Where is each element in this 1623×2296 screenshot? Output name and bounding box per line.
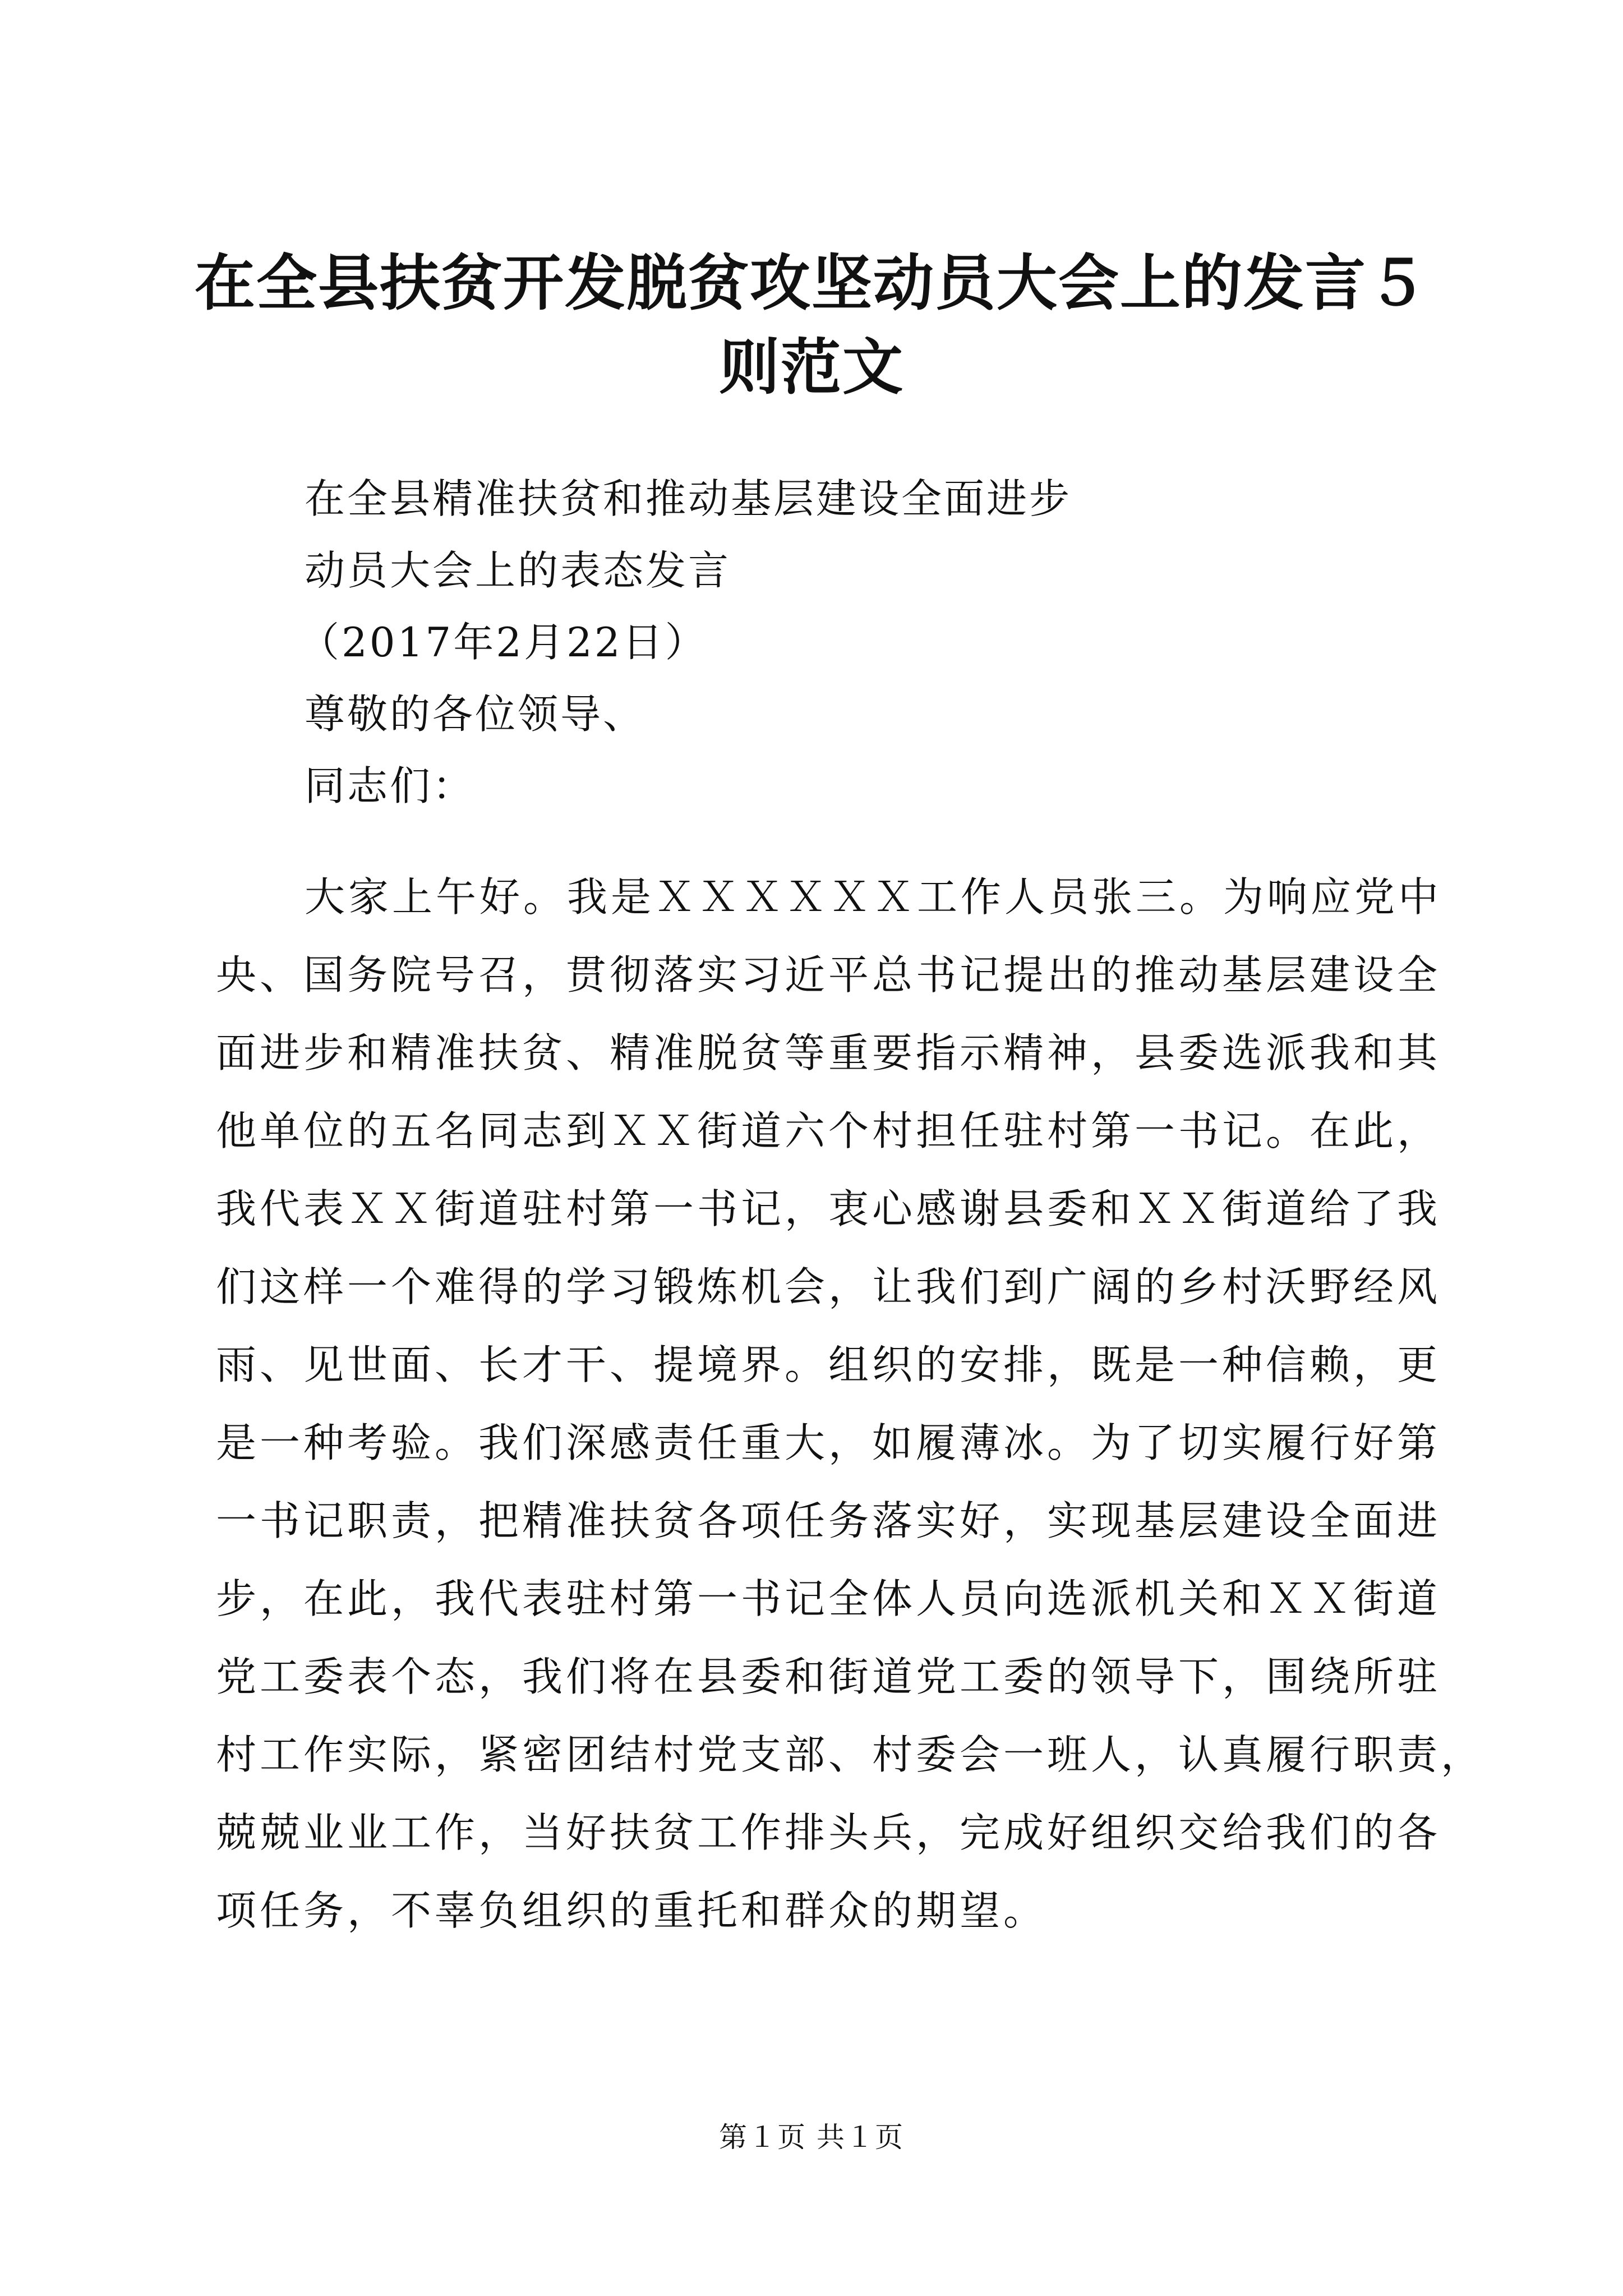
body-line: 雨、见世面、长才干、提境界。组织的安排，既是一种信赖，更 bbox=[216, 1341, 1441, 1388]
subtitle-line-1: 在全县精准扶贫和推动基层建设全面进步 bbox=[305, 475, 1072, 522]
salutation-line-1: 尊敬的各位领导、 bbox=[305, 691, 646, 738]
body-line: 大家上午好。我是ＸＸＸＸＸＸ工作人员张三。为响应党中 bbox=[305, 873, 1442, 921]
body-line: 央、国务院号召，贯彻落实习近平总书记提出的推动基层建设全 bbox=[216, 951, 1441, 999]
body-line: 兢兢业业工作，当好扶贫工作排头兵，完成好组织交给我们的各 bbox=[216, 1809, 1441, 1856]
subtitle-line-2: 动员大会上的表态发言 bbox=[305, 547, 731, 594]
page-footer: 第１页 共１页 bbox=[719, 2121, 904, 2154]
body-paragraph bbox=[216, 858, 1485, 1950]
body-line: 村工作实际，紧密团结村党支部、村委会一班人，认真履行职责， bbox=[216, 1731, 1485, 1778]
title-line-2: 则范文 bbox=[718, 332, 904, 403]
body-line: 是一种考验。我们深感责任重大，如履薄冰。为了切实履行好第 bbox=[216, 1419, 1441, 1466]
title-line-1: 在全县扶贫开发脱贫攻坚动员大会上的发言５ bbox=[194, 248, 1428, 319]
header-block bbox=[216, 463, 1469, 822]
document-title bbox=[185, 241, 1438, 409]
body-line: 步，在此，我代表驻村第一书记全体人员向选派机关和ＸＸ街道 bbox=[216, 1575, 1441, 1622]
body-line: 们这样一个难得的学习锻炼机会，让我们到广阔的乡村沃野经风 bbox=[216, 1263, 1441, 1310]
body-line: 我代表ＸＸ街道驻村第一书记，衷心感谢县委和ＸＸ街道给了我 bbox=[216, 1185, 1441, 1232]
date-line: （2017年2月22日） bbox=[299, 619, 708, 666]
body-line: 面进步和精准扶贫、精准脱贫等重要指示精神，县委选派我和其 bbox=[216, 1029, 1441, 1076]
body-line: 他单位的五名同志到ＸＸ街道六个村担任驻村第一书记。在此， bbox=[216, 1107, 1441, 1154]
salutation-line-2: 同志们： bbox=[305, 762, 476, 809]
body-line: 党工委表个态，我们将在县委和街道党工委的领导下，围绕所驻 bbox=[216, 1653, 1441, 1700]
body-line: 项任务，不辜负组织的重托和群众的期望。 bbox=[216, 1887, 1048, 1934]
body-line: 一书记职责，把精准扶贫各项任务落实好，实现基层建设全面进 bbox=[216, 1497, 1441, 1544]
